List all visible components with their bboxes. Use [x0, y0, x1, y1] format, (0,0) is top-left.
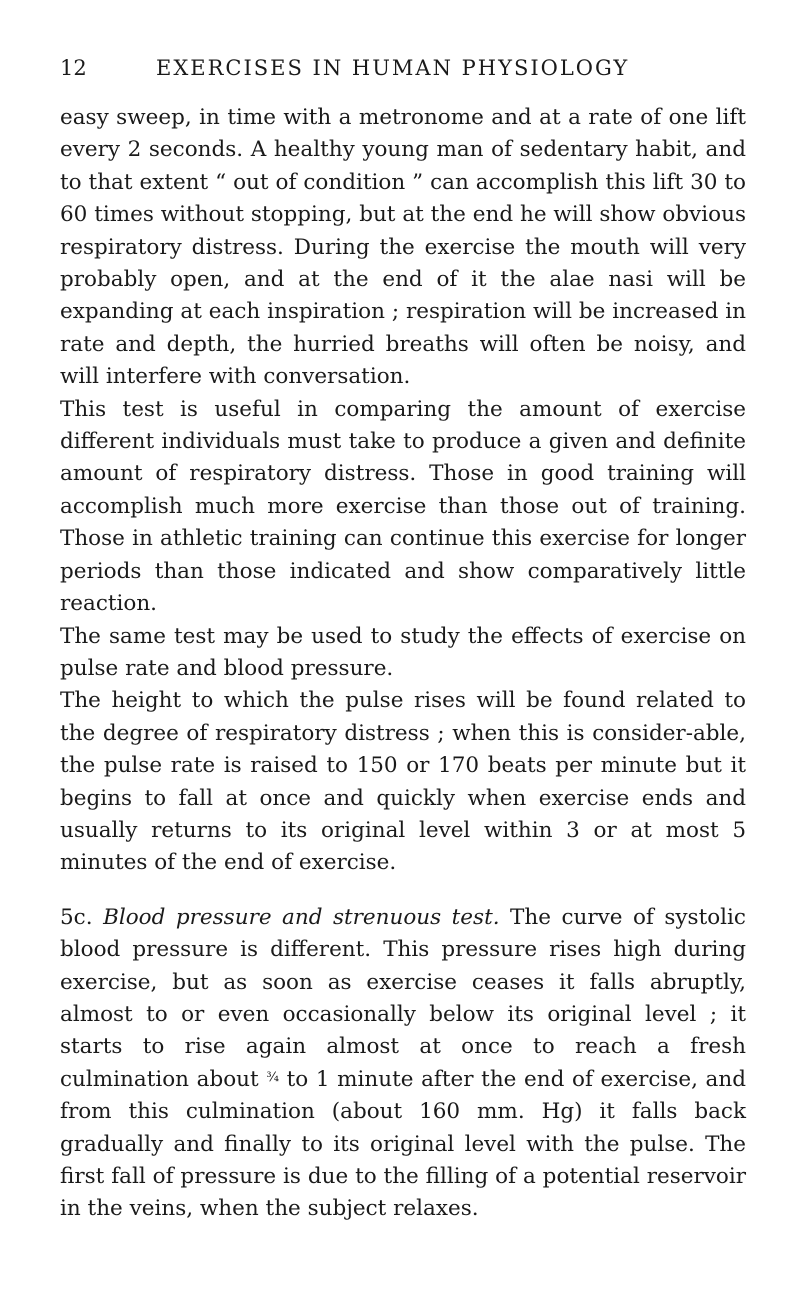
section-title: Blood pressure and strenuous test.: [103, 904, 500, 930]
page-number: 12: [60, 56, 87, 80]
book-page: [60, 56, 746, 1226]
section-paragraph: [60, 902, 746, 1226]
paragraph: easy sweep, in time with a metronome and at a rate of one lift every 2 seconds. A healthy young man of sedentary habit, and to that extent “ out of condition ” can accomplish this lift 30 to 60 times without stopping, but at the end he will show obvious respiratory distress. During the exercise the mouth will very probably open, and at the end of it the alae nasi will be expanding at each inspiration ; respiration will be increased in rate and depth, the hurried breaths will often be noisy, and will interfere with conversation.: [60, 105, 746, 390]
fraction: ¾: [266, 1070, 279, 1086]
paragraph: The same test may be used to study the effects of exercise on pulse rate and blood pressure.: [60, 623, 746, 681]
section-text-before-fraction: The curve of systolic blood pressure is different. This pressure rises high during exercise, but as soon as exercise ceases it falls abruptly, almost to or even occasionally below its original level ; it starts to rise again almost at once to reach a fresh culmination about: [60, 904, 746, 1092]
paragraph: This test is useful in comparing the amount of exercise different individuals must take to produce a given and definite amount of respiratory distress. Those in good training will accomplish much more exercise than those out of training. Those in athletic training can continue this exercise for longer periods than those indicated and show comparatively little reaction.: [60, 396, 746, 617]
running-title: EXERCISES IN HUMAN PHYSIOLOGY: [156, 56, 630, 80]
body-text: [60, 102, 746, 1226]
section-number: 5c.: [60, 904, 93, 930]
section-text-after-fraction: to 1 minute after the end of exercise, and from this culmination (about 160 mm. Hg) it falls back gradually and finally to its original level with the pulse. The first fall of pressure is due to the filling of a potential reservoir in the veins, when the subject relaxes.: [60, 1066, 746, 1222]
page-header: [60, 56, 746, 80]
paragraph: The height to which the pulse rises will be found related to the degree of respiratory distress ; when this is consider-able, the pulse rate is raised to 150 or 170 beats per minute but it begins to fall at once and quickly when exercise ends and usually returns to its original level within 3 or at most 5 minutes of the end of exercise.: [60, 688, 746, 876]
